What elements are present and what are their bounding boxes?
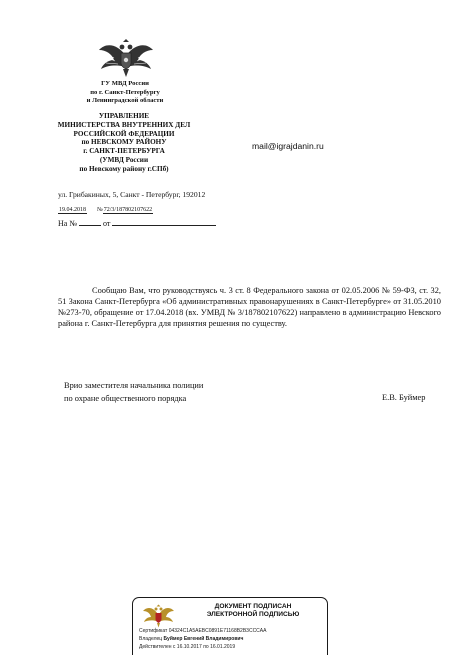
dept-line: РОССИЙСКОЙ ФЕДЕРАЦИИ: [73, 129, 175, 138]
mvd-emblem-icon: [98, 38, 154, 78]
letterhead-organization: [70, 80, 180, 106]
electronic-signature-stamp: [132, 597, 328, 655]
stamp-title-line: ЭЛЕКТРОННОЙ ПОДПИСЬЮ: [206, 611, 300, 619]
russian-eagle-emblem-icon: [142, 604, 175, 628]
reference-line: [58, 219, 216, 228]
stamp-owner: [139, 636, 243, 642]
letterhead-department: [48, 112, 200, 174]
org-line: и Ленинградской области: [86, 97, 164, 105]
dept-line: по НЕВСКОМУ РАЙОНУ: [81, 138, 167, 147]
stamp-validity: [139, 644, 235, 650]
reference-number-blank: [79, 225, 101, 226]
registration-number-label: №: [97, 207, 103, 213]
reference-number-label: На №: [58, 219, 77, 228]
org-line: ГУ МВД России: [101, 80, 149, 87]
stamp-owner-label: Владелец: [139, 636, 163, 642]
signatory-position-line: Врио заместителя начальника полиции: [64, 381, 204, 390]
stamp-certificate-label: Сертификат: [139, 628, 168, 634]
registration-number: 72/3/187802107622: [103, 207, 153, 213]
registration-line: [58, 207, 153, 214]
signatory-name: Е.В. Буймер: [382, 393, 426, 402]
org-line: по г. Санкт-Петербургу: [90, 88, 160, 96]
dept-line: УПРАВЛЕНИЕ: [98, 112, 150, 120]
sender-address: ул. Грибакиных, 5, Санкт - Петербург, 192012: [58, 190, 206, 199]
stamp-certificate: [139, 628, 266, 634]
reference-date-blank: [112, 225, 216, 226]
stamp-validity-value: с 16.10.2017 по 16.01.2019: [172, 644, 236, 650]
signatory-position: [64, 380, 203, 405]
dept-line: г. САНКТ-ПЕТЕРБУРГА: [83, 147, 165, 156]
stamp-validity-label: Действителен: [139, 644, 172, 650]
stamp-certificate-value: 04324C1A5AEBC0891E71168B2B3CCCAA: [168, 628, 267, 634]
stamp-title-line: ДОКУМЕНТ ПОДПИСАН: [214, 603, 292, 610]
reference-date-label: от: [102, 219, 111, 228]
recipient-email: mail@igrajdanin.ru: [252, 141, 324, 151]
letter-body: Сообщаю Вам, что руководствуясь ч. 3 ст. 8 Федерального закона от 02.05.2006 № 59-ФЗ, ст. 32, 51 Закона Санкт-Петербурга «Об административных правонарушениях в Санкт-Петербурге» от 31.05.2010 №273-70, обращение от 17.04.2018 (вх. УМВД № 3/187802107622) направлено в администрацию Невского района г. Санкт-Петербурга для принятия решения по существу.: [58, 286, 441, 328]
stamp-title: [181, 603, 325, 619]
signatory-position-line: по охране общественного порядка: [64, 393, 187, 403]
dept-line: МИНИСТЕРСТВА ВНУТРЕННИХ ДЕЛ: [57, 120, 191, 129]
dept-line: (УМВД России: [99, 155, 149, 164]
stamp-owner-value: Буймер Евгений Владимирович: [163, 636, 244, 642]
registration-date: 19.04.2018: [59, 207, 86, 213]
dept-line: по Невскому району г.СПб): [79, 164, 169, 173]
